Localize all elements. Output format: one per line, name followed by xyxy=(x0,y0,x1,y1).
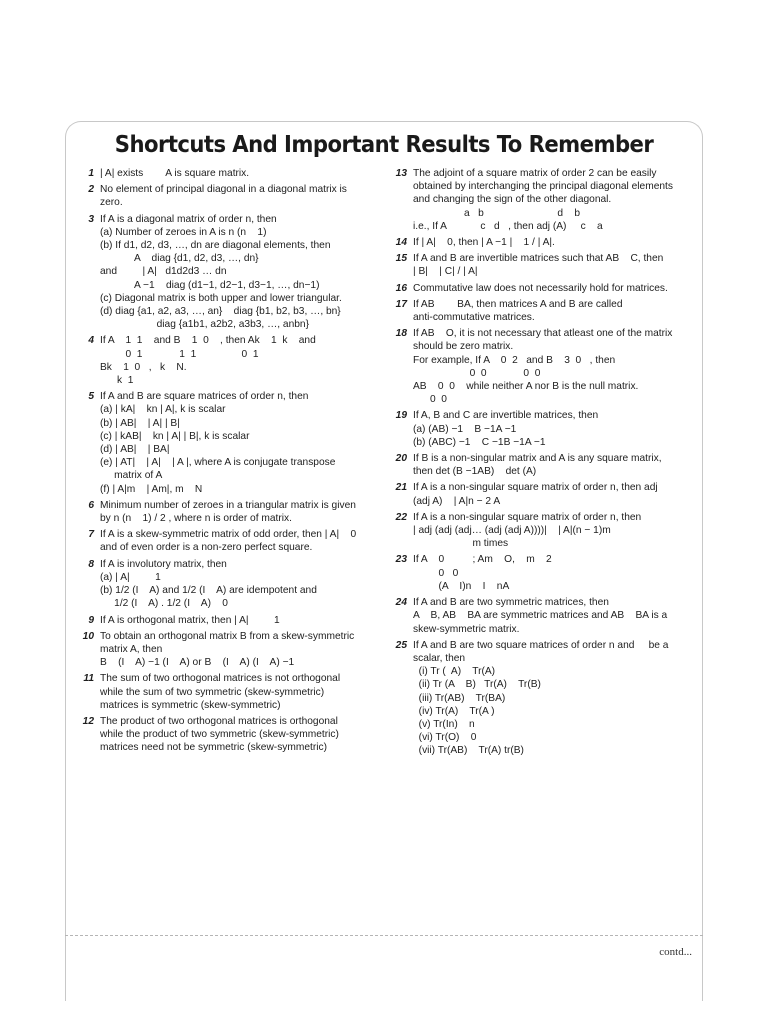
item-text-line: (b) If d1, d2, d3, …, dn are diagonal elements, then xyxy=(100,240,331,252)
item-text-line: The adjoint of a square matrix of order 2 can be easily xyxy=(413,168,657,179)
item-text-line: and of even order is a non-zero perfect square. xyxy=(100,542,313,554)
item-text-line: and | A| d1d2d3 … dn xyxy=(100,266,227,278)
item-text-line: while the product of two symmetric (skew-symmetric) xyxy=(100,729,339,741)
item-text-line: If A and B are two square matrices of order n and be a xyxy=(413,639,669,651)
result-item xyxy=(393,553,693,593)
item-text-line: The sum of two orthogonal matrices is not orthogonal xyxy=(100,673,341,685)
item-text-line: 0 0 xyxy=(413,567,459,579)
item-number: 17 xyxy=(395,298,407,310)
item-text-line: k 1 xyxy=(100,375,134,387)
item-number: 4 xyxy=(88,335,94,347)
item-text-line: then det (B −1AB) det (A) xyxy=(413,466,537,478)
item-text-line: If A 1 1 and B 1 0 , then Ak 1 k and xyxy=(100,335,316,347)
result-item xyxy=(80,213,370,332)
item-text-line: If A, B and C are invertible matrices, then xyxy=(413,410,599,422)
item-text-line: If A is a skew-symmetric matrix of odd order, then | A| 0 xyxy=(100,529,357,541)
item-text-line: matrices is symmetric (skew-symmetric) xyxy=(100,699,281,711)
item-number: 25 xyxy=(395,639,407,651)
item-text-line: (v) Tr(In) n xyxy=(413,718,475,730)
item-text-line: If AB BA, then matrices A and B are called xyxy=(413,298,623,310)
item-text-line: 0 1 1 1 0 1 xyxy=(100,348,259,360)
item-text-line: AB 0 0 while neither A nor B is the null matrix. xyxy=(413,381,639,393)
item-number: 2 xyxy=(88,184,94,196)
result-item xyxy=(393,452,693,478)
item-text-line: (vii) Tr(AB) Tr(A) tr(B) xyxy=(413,745,524,757)
item-text-line: Commutative law does not necessarily hold for matrices. xyxy=(413,282,668,294)
item-text-line: (a) (AB) −1 B −1A −1 xyxy=(413,423,517,435)
item-number: 19 xyxy=(395,410,407,422)
item-text-line: If A and B are two symmetric matrices, then xyxy=(413,597,609,609)
item-number: 22 xyxy=(395,511,407,523)
item-text-line: and changing the sign of the other diagonal. xyxy=(413,194,612,206)
result-item xyxy=(80,672,370,712)
item-text-line: If B is a non-singular matrix and A is any square matrix, xyxy=(413,453,662,465)
item-number: 10 xyxy=(82,630,94,642)
item-text-line: The product of two orthogonal matrices is orthogonal xyxy=(100,715,338,727)
result-item xyxy=(393,327,693,406)
item-text-line: (d) diag {a1, a2, a3, …, an} diag {b1, b2, b3, …, bn} xyxy=(100,306,341,318)
item-text-line: A −1 diag (d1−1, d2−1, d3−1, …, dn−1) xyxy=(100,279,320,291)
result-item xyxy=(80,630,370,670)
result-item xyxy=(393,596,693,636)
result-item xyxy=(80,614,370,627)
item-text-line: 0 0 0 0 xyxy=(413,367,541,379)
item-text-line: A diag {d1, d2, d3, …, dn} xyxy=(100,253,259,265)
item-text-line: should be zero matrix. xyxy=(413,341,514,353)
item-text-line: Minimum number of zeroes in a triangular matrix is given xyxy=(100,499,356,511)
item-text-line: (vi) Tr(O) 0 xyxy=(413,732,477,744)
item-text-line: To obtain an orthogonal matrix B from a skew-symmetric xyxy=(100,630,355,642)
item-text-line: (f) | A|m | Am|, m N xyxy=(100,483,203,495)
result-item xyxy=(80,334,370,387)
item-number: 21 xyxy=(395,482,407,494)
item-text-line: while the sum of two symmetric (skew-symmetric) xyxy=(100,686,325,698)
item-text-line: (a) | kA| kn | A|, k is scalar xyxy=(100,404,226,416)
item-text-line: If A and B are square matrices of order n, then xyxy=(100,391,309,403)
item-number: 8 xyxy=(88,558,94,570)
result-item xyxy=(80,499,370,525)
item-text-line: If A is a non-singular square matrix of order n, then adj xyxy=(413,482,658,494)
result-item xyxy=(80,528,370,554)
item-number: 20 xyxy=(395,453,407,465)
result-item xyxy=(80,715,370,755)
item-text-line: matrices need not be symmetric (skew-symmetric) xyxy=(100,742,328,754)
item-text-line: (iii) Tr(AB) Tr(BA) xyxy=(413,692,506,704)
item-number: 14 xyxy=(395,237,407,249)
item-text-line: matrix of A xyxy=(100,470,163,482)
item-text-line: (b) | AB| | A| | B| xyxy=(100,417,180,429)
item-text-line: (a) | A| 1 xyxy=(100,571,161,583)
item-text-line: | B| | C| / | A| xyxy=(413,266,478,278)
left-column xyxy=(80,167,370,758)
item-text-line: If A is orthogonal matrix, then | A| 1 xyxy=(100,614,280,626)
continued-note: contd... xyxy=(659,946,692,958)
item-text-line: (iv) Tr(A) Tr(A ) xyxy=(413,705,495,717)
result-item xyxy=(80,558,370,611)
item-number: 18 xyxy=(395,328,407,340)
item-number: 24 xyxy=(395,597,407,609)
item-text-line: If A is involutory matrix, then xyxy=(100,558,227,570)
item-number: 1 xyxy=(88,168,94,179)
item-number: 6 xyxy=(88,499,94,511)
item-text-line: 0 0 xyxy=(413,394,447,406)
item-text-line: obtained by interchanging the principal diagonal elements xyxy=(413,181,673,193)
result-item xyxy=(80,167,370,180)
item-text-line: zero. xyxy=(100,197,123,209)
item-text-line: | adj (adj (adj… (adj (adj A))))| | A|(n − 1)m xyxy=(413,525,611,537)
item-number: 23 xyxy=(395,554,407,566)
item-number: 7 xyxy=(88,529,94,541)
item-text-line: If A is a non-singular square matrix of order n, then xyxy=(413,511,642,523)
item-text-line: For example, If A 0 2 and B 3 0 , then xyxy=(413,354,616,366)
result-item xyxy=(393,409,693,449)
result-item xyxy=(80,183,370,209)
item-text-line: Bk 1 0 , k N. xyxy=(100,361,187,373)
item-text-line: B (I A) −1 (I A) or B (I A) (I A) −1 xyxy=(100,657,295,669)
item-number: 5 xyxy=(88,391,94,403)
item-number: 11 xyxy=(83,673,94,685)
item-number: 16 xyxy=(395,282,407,294)
item-text-line: i.e., If A c d , then adj (A) c a xyxy=(413,220,603,232)
item-text-line: (a) Number of zeroes in A is n (n 1) xyxy=(100,226,267,238)
item-text-line: If A is a diagonal matrix of order n, then xyxy=(100,213,277,225)
item-text-line: a b d b xyxy=(413,207,581,219)
item-text-line: If | A| 0, then | A −1 | 1 / | A|. xyxy=(413,237,555,249)
result-item xyxy=(393,252,693,278)
result-item xyxy=(393,639,693,758)
result-item xyxy=(393,511,693,551)
item-text-line: (c) Diagonal matrix is both upper and lower triangular. xyxy=(100,292,342,304)
item-number: 15 xyxy=(395,253,407,265)
item-text-line: (ii) Tr (A B) Tr(A) Tr(B) xyxy=(413,679,541,691)
item-text-line: | A| exists A is square matrix. xyxy=(100,168,250,179)
item-text-line: scalar, then xyxy=(413,652,466,664)
item-text-line: diag {a1b1, a2b2, a3b3, …, anbn} xyxy=(100,319,309,331)
item-number: 9 xyxy=(88,614,94,626)
item-text-line: m times xyxy=(413,538,509,550)
right-column xyxy=(393,167,693,761)
result-item xyxy=(393,236,693,249)
page-title: Shortcuts And Important Results To Remember xyxy=(114,132,654,158)
item-text-line: If A 0 ; Am O, m 2 xyxy=(413,554,552,566)
item-text-line: (d) | AB| | BA| xyxy=(100,444,170,456)
item-text-line: A B, AB BA are symmetric matrices and AB BA is a xyxy=(413,610,668,622)
item-text-line: (b) (ABC) −1 C −1B −1A −1 xyxy=(413,436,546,448)
item-text-line: If A and B are invertible matrices such that AB C, then xyxy=(413,253,664,265)
item-text-line: 1/2 (I A) . 1/2 (I A) 0 xyxy=(100,598,228,610)
item-number: 12 xyxy=(82,715,94,727)
item-text-line: (c) | kAB| kn | A| | B|, k is scalar xyxy=(100,430,250,442)
result-item xyxy=(393,167,693,233)
item-text-line: (adj A) | A|n − 2 A xyxy=(413,495,501,507)
item-text-line: (e) | AT| | A| | A |, where A is conjugate transpose xyxy=(100,457,336,469)
item-text-line: skew-symmetric matrix. xyxy=(413,623,520,635)
item-text-line: If AB O, it is not necessary that atleast one of the matrix xyxy=(413,328,673,340)
result-item xyxy=(393,481,693,507)
item-text-line: (b) 1/2 (I A) and 1/2 (I A) are idempotent and xyxy=(100,585,317,597)
result-item xyxy=(393,298,693,324)
item-text-line: anti-commutative matrices. xyxy=(413,312,535,324)
item-text-line: (i) Tr ( A) Tr(A) xyxy=(413,666,496,678)
item-number: 3 xyxy=(88,213,94,225)
item-text-line: matrix A, then xyxy=(100,643,163,655)
bottom-divider xyxy=(65,935,703,936)
result-item xyxy=(80,390,370,496)
item-text-line: (A I)n I nA xyxy=(413,580,510,592)
item-number: 13 xyxy=(395,168,407,179)
item-text-line: by n (n 1) / 2 , where n is order of matrix. xyxy=(100,513,292,525)
item-text-line: No element of principal diagonal in a diagonal matrix is xyxy=(100,184,347,196)
result-item xyxy=(393,282,693,295)
